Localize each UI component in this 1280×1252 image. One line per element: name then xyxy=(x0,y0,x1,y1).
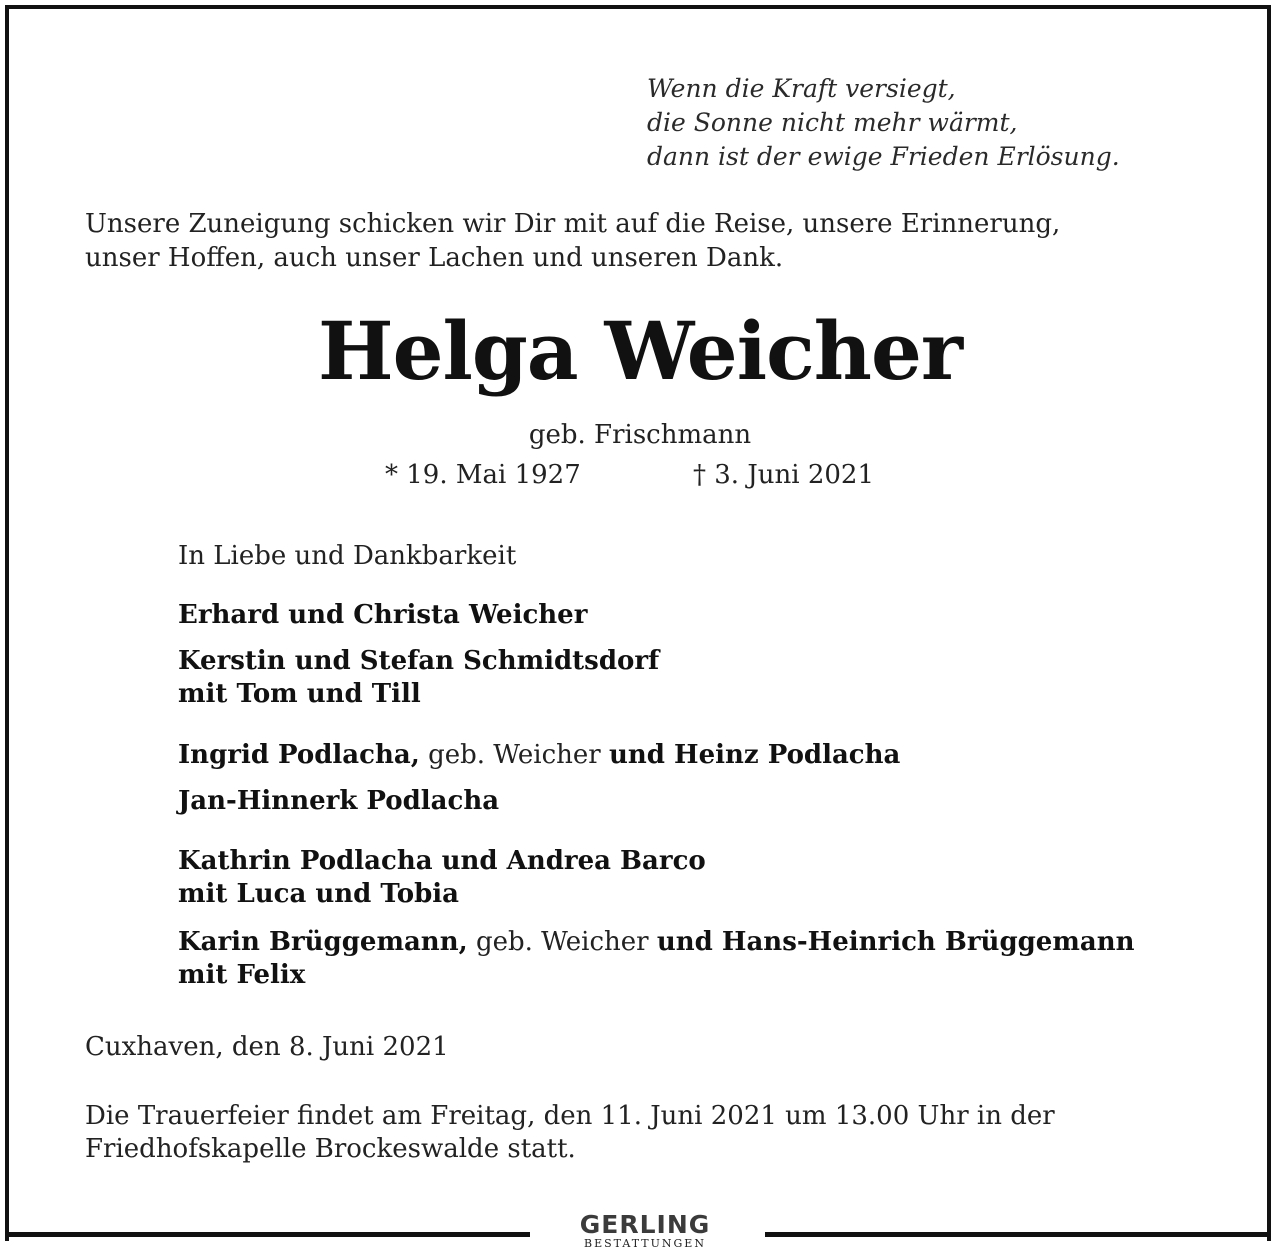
service-line: Die Trauerfeier findet am Freitag, den 11. Juni 2021 um 13.00 Uhr in der xyxy=(85,1101,1055,1131)
mourner-name: Ingrid Podlacha, xyxy=(178,740,420,770)
funeral-home-logo xyxy=(545,1212,745,1250)
mourner-line: mit Tom und Till xyxy=(178,679,421,709)
mourner-line: mit Felix xyxy=(178,960,306,990)
motto-line: Wenn die Kraft versiegt, xyxy=(647,74,956,103)
service-line: Friedhofskapelle Brockeswalde statt. xyxy=(85,1134,576,1164)
birth-date: * 19. Mai 1927 xyxy=(385,460,581,490)
motto-verse xyxy=(647,72,1120,174)
funeral-service-info xyxy=(85,1100,1055,1166)
mourner-name: und Heinz Podlacha xyxy=(608,740,901,770)
mourners-list xyxy=(178,540,1135,992)
mourner-line: Kerstin und Stefan Schmidtsdorf xyxy=(178,646,660,676)
mourner-line: Erhard und Christa Weicher xyxy=(178,600,588,630)
maiden-note: geb. Weicher xyxy=(428,740,601,770)
intro-text xyxy=(85,207,1060,275)
mourners-intro: In Liebe und Dankbarkeit xyxy=(178,541,517,571)
divider xyxy=(765,1232,1271,1237)
mourner-name: Karin Brüggemann, xyxy=(178,927,468,957)
mourner-line: mit Luca und Tobia xyxy=(178,879,460,909)
mourner-line: Jan-Hinnerk Podlacha xyxy=(178,786,500,816)
divider xyxy=(5,1232,530,1237)
mourner-name: und Hans-Heinrich Brüggemann xyxy=(656,927,1135,957)
mourner-line: Kathrin Podlacha und Andrea Barco xyxy=(178,846,706,876)
death-date: † 3. Juni 2021 xyxy=(693,460,874,490)
place-date: Cuxhaven, den 8. Juni 2021 xyxy=(85,1032,449,1062)
maiden-note: geb. Weicher xyxy=(475,927,649,957)
maiden-name: geb. Frischmann xyxy=(528,420,752,450)
mourner-line xyxy=(178,739,1135,772)
intro-line: Unsere Zuneigung schicken wir Dir mit auf die Reise, unsere Erinnerung, xyxy=(85,209,1061,239)
mourner-line xyxy=(178,926,1135,959)
intro-line: unser Hoffen, auch unser Lachen und unseren Dank. xyxy=(85,243,784,273)
logo-wordmark: GERLING xyxy=(579,1210,711,1239)
motto-line: die Sonne nicht mehr wärmt, xyxy=(647,108,1018,137)
logo-subtitle: BESTATTUNGEN xyxy=(584,1237,706,1250)
deceased-name: Helga Weicher xyxy=(317,304,963,398)
motto-line: dann ist der ewige Frieden Erlösung. xyxy=(647,142,1120,171)
